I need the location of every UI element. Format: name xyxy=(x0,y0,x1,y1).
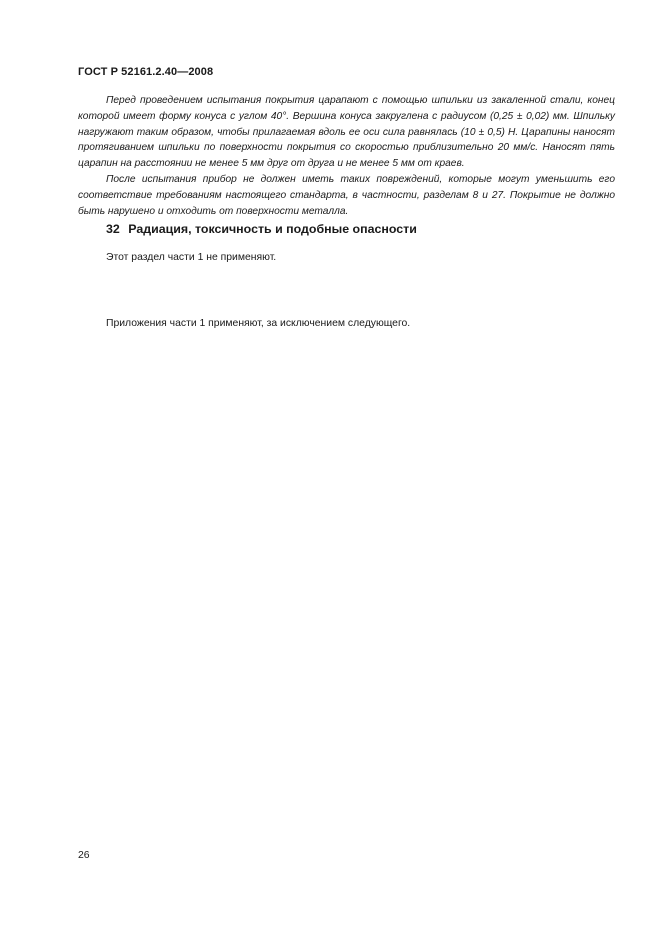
section-body-text: Этот раздел части 1 не применяют. xyxy=(106,252,277,263)
test-procedure-text xyxy=(78,93,615,219)
paragraph-after-test: После испытания прибор не должен иметь таких повреждений, которые могут уменьшить его соответствие требованиям настоящего стандарта, в частности, разделам 8 и 27. Покрытие не должно быть нарушено и отходить от поверхности металла. xyxy=(78,173,615,217)
section-title: Радиация, токсичность и подобные опасности xyxy=(128,222,417,236)
section-number: 32 xyxy=(106,222,120,236)
document-header: ГОСТ Р 52161.2.40—2008 xyxy=(78,66,214,78)
page-number: 26 xyxy=(78,850,90,861)
section-heading xyxy=(106,222,417,236)
paragraph-scratch-test: Перед проведением испытания покрытия царапают с помощью шпильки из закаленной стали, конец которой имеет форму конуса с углом 40°. Вершина конуса закруглена с радиусом (0,25 ± 0,02) мм. Шпильку нагружают таким образом, чтобы прилагаемая вдоль ее оси сила равнялась (10 ± 0,5) Н. Царапины наносят протягиванием шпильки по поверхности покрытия со скоростью приблизительно 20 мм/с. Наносят пять царапин на расстоянии не менее 5 мм друг от друга и не менее 5 мм от краев. xyxy=(78,95,615,170)
annex-note: Приложения части 1 применяют, за исключением следующего. xyxy=(106,318,411,329)
